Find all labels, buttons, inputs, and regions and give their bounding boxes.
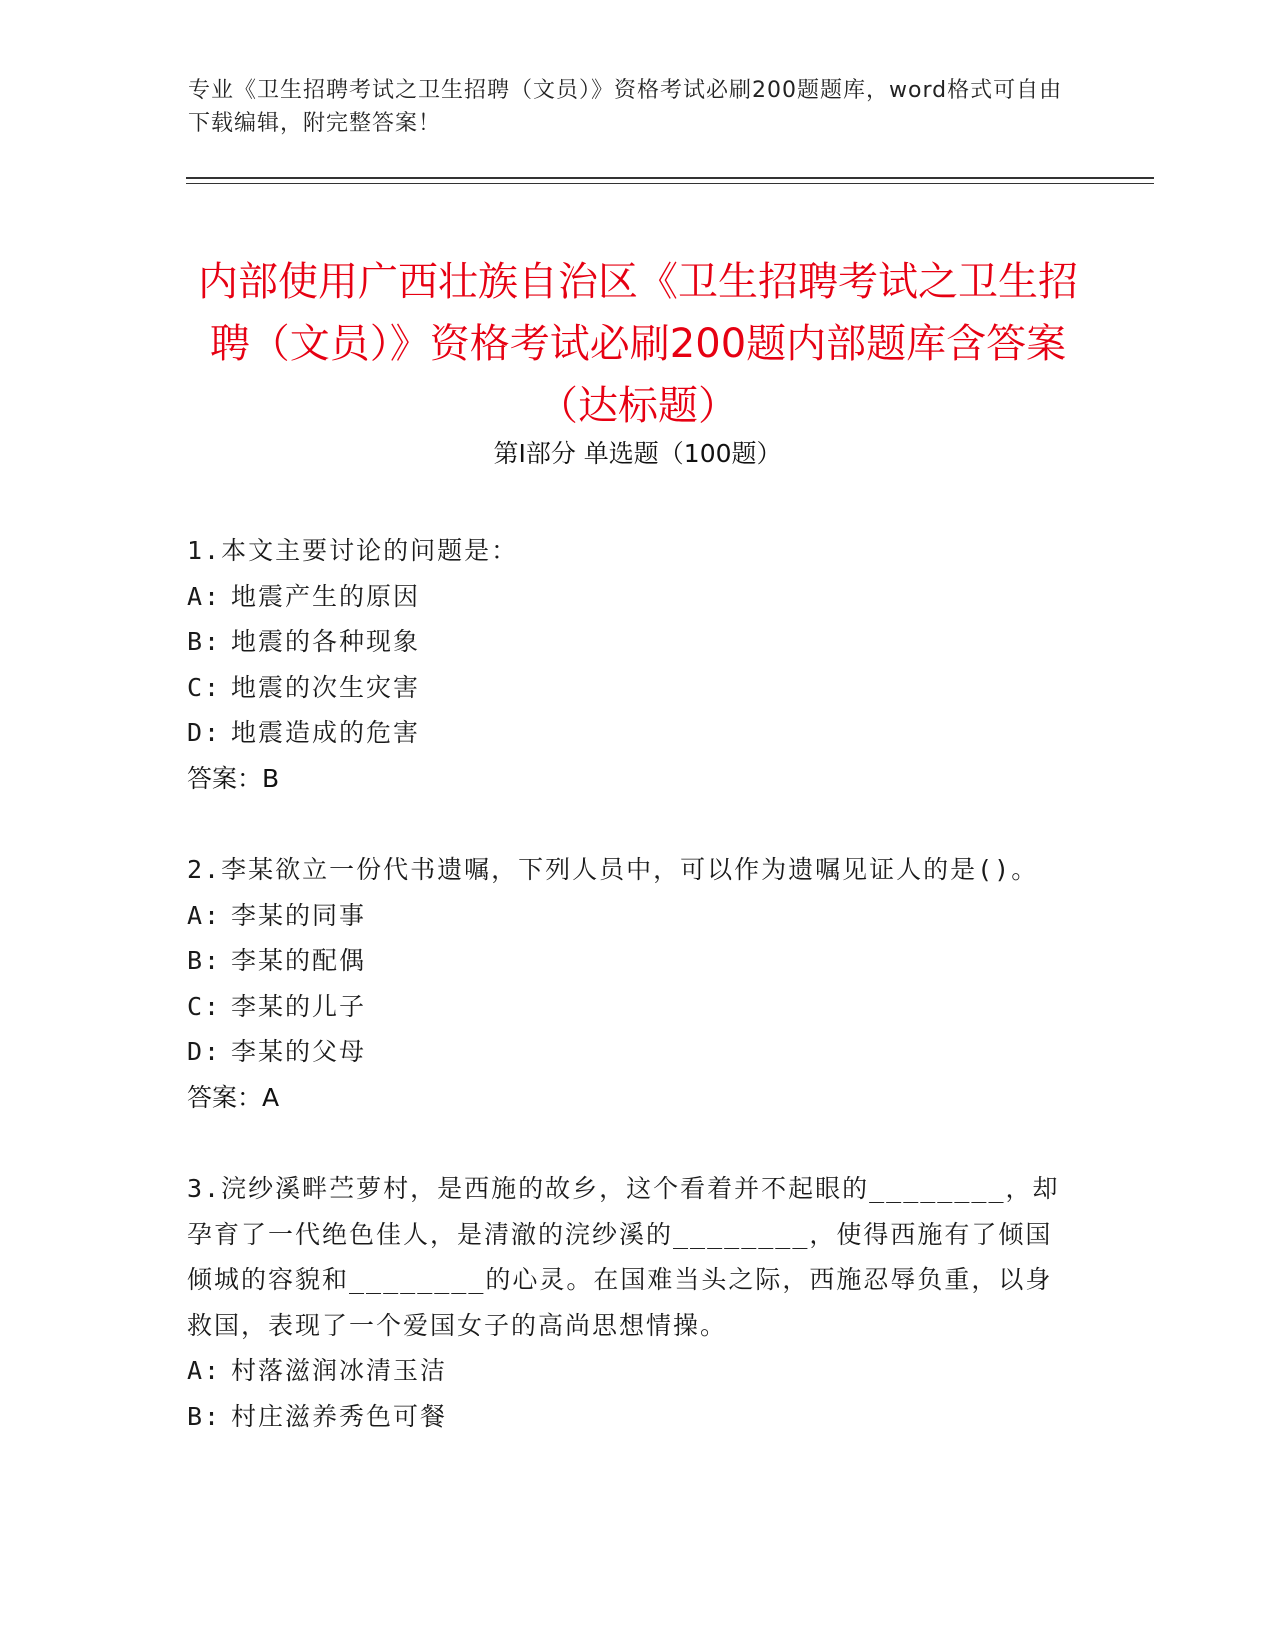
question-stem: 1.本文主要讨论的问题是： [187, 536, 519, 565]
option-c [187, 984, 1067, 1030]
option-letter: B: [187, 946, 222, 975]
answer-line: 答案：B [187, 763, 280, 793]
option-text: 李某的儿子 [231, 991, 367, 1021]
option-letter: D: [187, 1037, 222, 1066]
option-a [187, 1348, 1067, 1394]
option-text: 村庄滋养秀色可餐 [231, 1401, 448, 1431]
section-heading: 第Ⅰ部分 单选题（100题） [493, 439, 782, 468]
option-text: 李某的父母 [231, 1037, 367, 1066]
option-d [187, 1029, 1067, 1075]
answer-line: 答案：A [187, 1082, 280, 1112]
option-d [187, 710, 1067, 756]
option-letter: A: [187, 1356, 222, 1385]
document-title: 内部使用广西壮族自治区《卫生招聘考试之卫生招聘（文员）》资格考试必刷200题内部题库含答案（达标题） [198, 258, 1078, 429]
option-a [187, 893, 1067, 939]
question-2 [187, 847, 1067, 1120]
header-divider-thick [186, 177, 1154, 179]
question-1 [187, 528, 1067, 801]
option-letter: B: [187, 1401, 222, 1431]
option-c [187, 665, 1067, 711]
option-letter: C: [187, 991, 222, 1021]
option-text: 李某的同事 [231, 900, 367, 930]
option-letter: C: [187, 672, 222, 702]
option-letter: A: [187, 900, 222, 930]
option-letter: A: [187, 581, 222, 611]
option-text: 地震造成的危害 [231, 718, 421, 747]
option-text: 地震的各种现象 [231, 627, 421, 656]
option-text: 地震产生的原因 [231, 581, 421, 611]
option-letter: D: [187, 718, 222, 747]
question-list [187, 528, 1067, 1485]
header-note: 专业《卫生招聘考试之卫生招聘（文员）》资格考试必刷200题题库，word格式可自由下载编辑，附完整答案！ [188, 78, 1063, 136]
option-b [187, 938, 1067, 984]
option-text: 李某的配偶 [231, 946, 367, 975]
header-divider-thin [186, 183, 1154, 184]
option-b [187, 1394, 1067, 1440]
option-text: 村落滋润冰清玉洁 [231, 1356, 448, 1385]
question-3 [187, 1166, 1067, 1439]
option-b [187, 619, 1067, 665]
option-a [187, 574, 1067, 620]
question-stem: 3.浣纱溪畔苎萝村，是西施的故乡，这个看着并不起眼的________，却孕育了一代绝色佳人，是清澈的浣纱溪的________，使得西施有了倾国倾城的容貌和________的心灵。在国难当头之际，西施忍辱负重，以身救国，表现了一个爱国女子的高尚思想情操。 [187, 1174, 1060, 1340]
question-stem: 2.李某欲立一份代书遗嘱，下列人员中，可以作为遗嘱见证人的是()。 [187, 855, 1039, 884]
option-letter: B: [187, 627, 222, 656]
option-text: 地震的次生灾害 [231, 672, 421, 702]
